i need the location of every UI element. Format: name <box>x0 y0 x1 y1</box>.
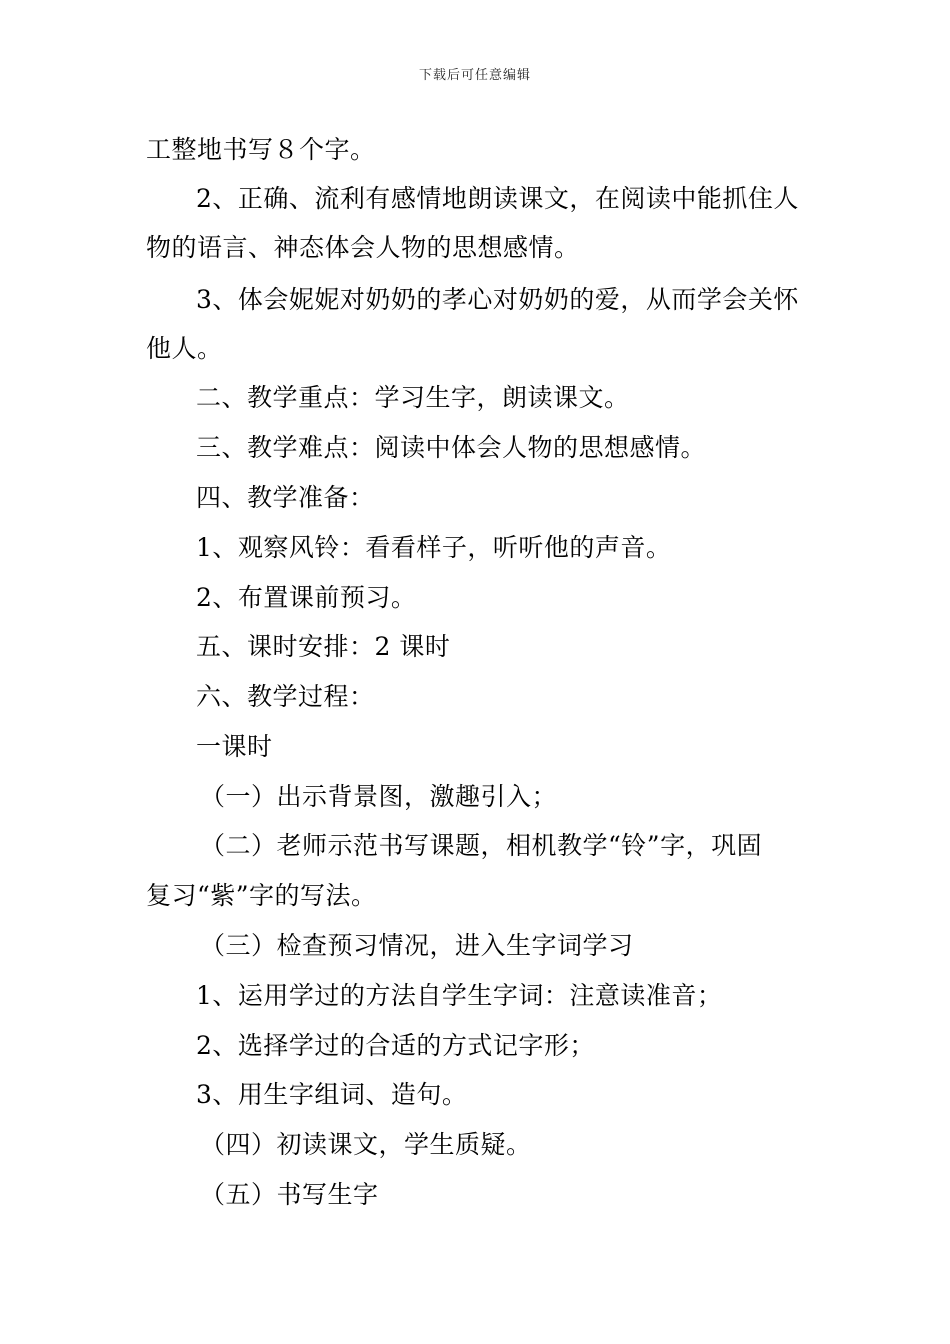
text-line: 3、体会妮妮对奶奶的孝心对奶奶的爱，从而学会关怀 <box>196 285 799 314</box>
text-line: 四、教学准备： <box>196 483 375 512</box>
page-header: 下载后可任意编辑 <box>418 68 531 83</box>
text-line: 一课时 <box>196 732 273 761</box>
text-line: 三、教学难点：阅读中体会人物的思想感情。 <box>196 433 707 462</box>
text-line: （四）初读课文，学生质疑。 <box>200 1130 532 1159</box>
text-line: 六、教学过程： <box>196 682 375 711</box>
text-line: 五、课时安排：2 课时 <box>196 632 451 661</box>
text-line: 1、运用学过的方法自学生字词：注意读准音； <box>196 981 723 1010</box>
text-line: 他人。 <box>146 334 223 363</box>
text-line: 二、教学重点：学习生字，朗读课文。 <box>196 383 630 412</box>
text-line: （三）检查预习情况，进入生字词学习 <box>200 931 634 960</box>
text-line: （一）出示背景图，激趣引入； <box>200 782 558 811</box>
text-line: 3、用生字组词、造句。 <box>196 1080 468 1109</box>
text-line: 工整地书写８个字。 <box>146 135 376 164</box>
text-line: 复习“紫”字的写法。 <box>146 881 377 910</box>
text-line: 物的语言、神态体会人物的思想感情。 <box>146 233 580 262</box>
text-line: 2、布置课前预习。 <box>196 583 417 612</box>
text-line: 2、正确、流利有感情地朗读课文，在阅读中能抓住人 <box>196 184 799 213</box>
text-line: （五）书写生字 <box>200 1180 379 1209</box>
text-line: 2、选择学过的合适的方式记字形； <box>196 1031 595 1060</box>
text-line: 1、观察风铃：看看样子，听听他的声音。 <box>196 533 672 562</box>
text-line: （二）老师示范书写课题，相机教学“铃”字，巩固 <box>200 831 763 860</box>
